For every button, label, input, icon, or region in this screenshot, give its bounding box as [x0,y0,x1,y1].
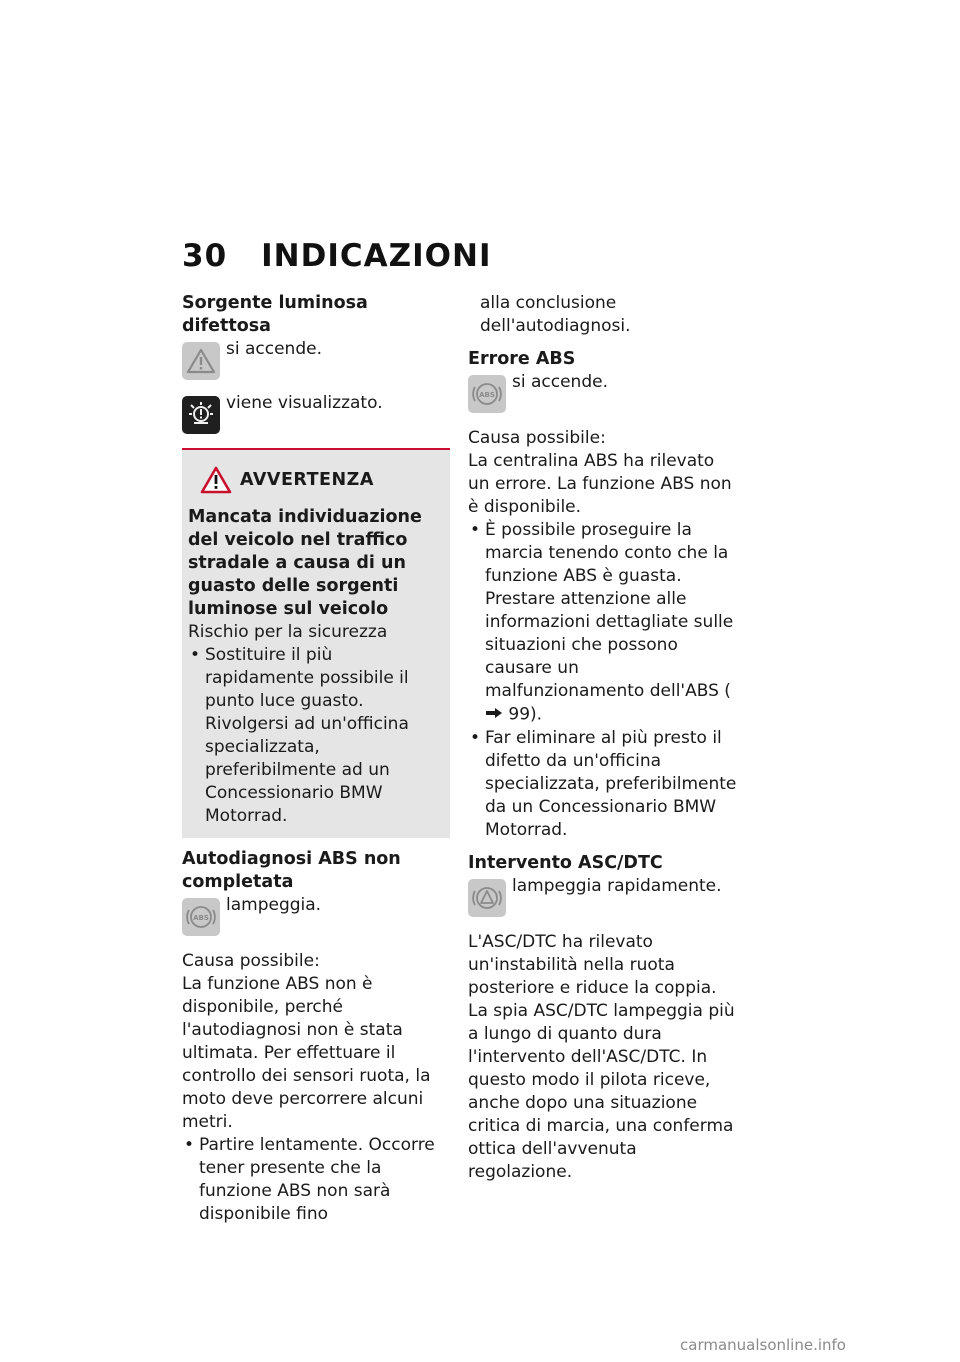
abs-error-line: si accende. [512,372,608,392]
right-column [468,292,738,1184]
abs-error-row [468,371,738,413]
warning-risk: Rischio per la sicurezza [188,622,388,642]
page-header [182,238,491,274]
warning-bullets [188,644,444,828]
page-number: 30 [182,238,228,274]
asc-text: L'ASC/DTC ha rilevato un'instabilità nella ruota posteriore e riduce la coppia. La spia ASC/DTC lampeggia più a lungo di quanto dura l'intervento dell'ASC/DTC. In questo modo il pilota riceve, anche dopo una situazione critica di marcia, una conferma ottica dell'avvenuta regolazione. [468,931,735,1182]
warning-triangle-icon [182,342,220,380]
abs-icon [468,375,506,413]
list-item [468,519,738,727]
bulb-warning-row [182,338,450,380]
section-heading-bulb: Sorgente luminosa difettosa [182,293,368,336]
bulb-fault-icon [182,396,220,434]
asc-icon [468,879,506,917]
abs-selfdiag-line: lampeggia. [226,895,322,915]
page-title: INDICAZIONI [261,238,492,274]
warning-box [182,448,450,838]
warning-header [200,466,444,494]
asc-line: lampeggia rapidamente. [512,875,722,896]
list-item: • Far eliminare al più presto il difetto da un'officina specializzata, preferibilmente da un Concessionario BMW Motorrad. [468,727,738,842]
warning-triangle-icon [200,466,232,494]
abs-selfdiag-row [182,894,450,936]
abs-error-cause: La centralina ABS ha rilevato un errore. La funzione ABS non è disponibile. [468,451,732,517]
continued-text: alla conclusione dell'autodiagnosi. [480,293,631,336]
abs-selfdiag-cause-label: Causa possibile: [182,951,320,971]
bulb-line-2: viene visualizzato. [226,393,383,413]
bullet-text: È possibile proseguire la marcia tenendo conto che la funzione ABS è guasta. Prestare attenzione alle informazioni dettagliate sulle situazioni che possono causare un malfunzionamento dell'ABS ( [485,520,734,701]
abs-error-bullets [468,519,738,842]
svg-text:ABS: ABS [193,914,209,922]
bulb-line-1: si accende. [226,339,322,359]
abs-selfdiag-cause: La funzione ABS non è disponibile, perché l'autodiagnosi non è stata ultimata. Per effettuare il controllo dei sensori ruota, la moto deve percorrere alcuni metri. [182,974,431,1132]
abs-selfdiag-bullets [182,1134,450,1226]
warning-title: Mancata individuazione del veicolo nel traffico stradale a causa di un guasto delle sorgenti luminose sul veicolo [188,507,422,619]
arrow-right-icon [485,703,503,726]
watermark: carmanualsonline.info [680,1336,846,1354]
asc-row [468,875,738,917]
bulb-display-row [182,392,450,434]
abs-error-cause-label: Causa possibile: [468,428,606,448]
left-column [182,292,450,1226]
page-reference[interactable]: 99). [508,704,543,725]
list-item: • Partire lentamente. Occorre tener presente che la funzione ABS non sarà disponibile fino [182,1134,450,1226]
svg-text:ABS: ABS [479,391,495,399]
warning-label: AVVERTENZA [240,469,374,490]
list-item: • Sostituire il più rapidamente possibile il punto luce guasto. Rivolgersi ad un'officina specializzata, preferibilmente ad un Concessionario BMW Motorrad. [188,644,444,828]
abs-icon [182,898,220,936]
section-heading-asc-dtc: Intervento ASC/DTC [468,852,663,873]
section-heading-abs-error: Errore ABS [468,349,576,369]
section-heading-abs-selfdiag: Autodiagnosi ABS non completata [182,849,401,892]
